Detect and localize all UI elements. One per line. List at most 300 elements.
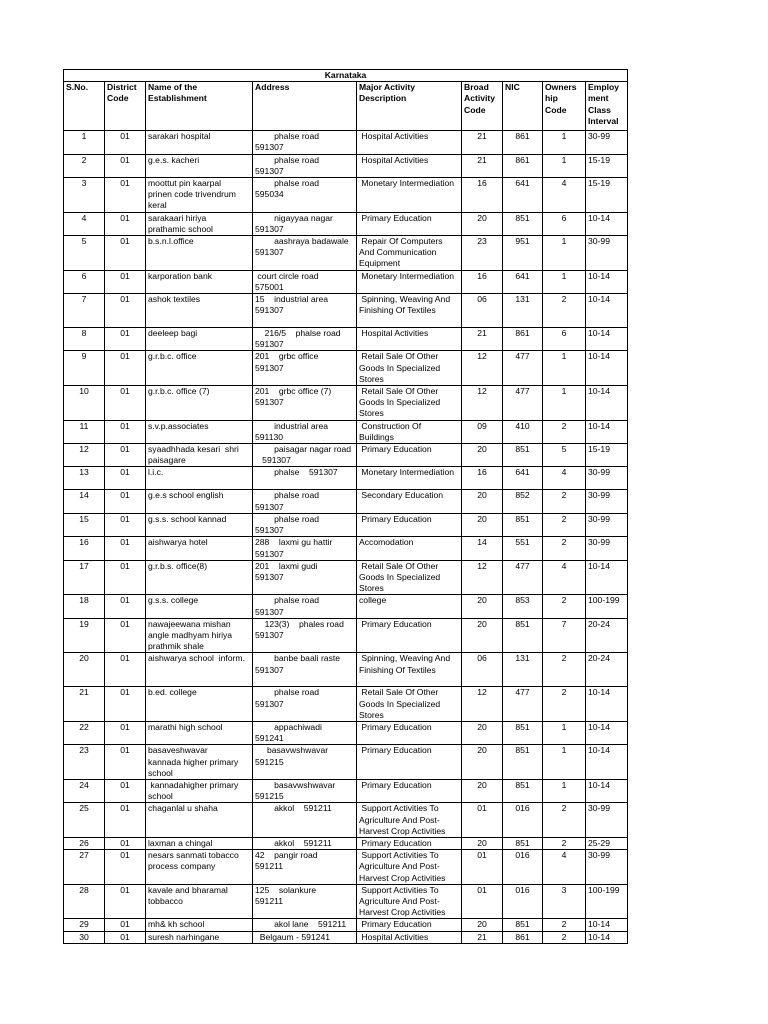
cell-establishment-name: karporation bank	[146, 270, 253, 293]
table-row	[64, 467, 628, 490]
cell-broad-activity-code: 20	[462, 444, 503, 467]
cell-sno: 25	[64, 803, 105, 838]
cell-sno: 24	[64, 779, 105, 802]
cell-establishment-name: b.s.n.l.office	[146, 236, 253, 271]
header-ownership-code: Owners hip Code	[543, 82, 586, 131]
cell-district-code: 01	[105, 328, 146, 351]
cell-sno: 4	[64, 212, 105, 235]
cell-nic: 861	[503, 131, 543, 154]
cell-district-code: 01	[105, 467, 146, 490]
table-row	[64, 687, 628, 722]
cell-ownership-code: 4	[543, 467, 586, 490]
cell-major-activity: Retail Sale Of Other Goods In Specialized Stores	[357, 351, 462, 386]
cell-broad-activity-code: 20	[462, 721, 503, 744]
title-row	[64, 70, 628, 82]
cell-sno: 15	[64, 513, 105, 536]
cell-establishment-name: b.ed. college	[146, 687, 253, 722]
cell-ownership-code: 1	[543, 131, 586, 154]
cell-major-activity: Primary Education	[357, 212, 462, 235]
cell-employment-class: 10-14	[586, 270, 628, 293]
cell-establishment-name: l.i.c.	[146, 467, 253, 490]
cell-nic: 016	[503, 850, 543, 885]
cell-major-activity: Primary Education	[357, 745, 462, 780]
cell-establishment-name: chaganlal u shaha	[146, 803, 253, 838]
cell-address: akol lane 591211	[253, 919, 357, 931]
cell-establishment-name: suresh narhingane	[146, 931, 253, 943]
cell-ownership-code: 2	[543, 490, 586, 513]
cell-sno: 27	[64, 850, 105, 885]
cell-address: 288 laxmi gu hattir 591307	[253, 537, 357, 560]
cell-ownership-code: 4	[543, 178, 586, 213]
cell-nic: 861	[503, 931, 543, 943]
cell-ownership-code: 7	[543, 618, 586, 653]
cell-broad-activity-code: 06	[462, 653, 503, 687]
cell-district-code: 01	[105, 351, 146, 386]
cell-employment-class: 30-99	[586, 236, 628, 271]
cell-sno: 10	[64, 386, 105, 421]
table-row	[64, 490, 628, 513]
cell-broad-activity-code: 16	[462, 270, 503, 293]
cell-broad-activity-code: 20	[462, 745, 503, 780]
cell-major-activity: Hospital Activities	[357, 931, 462, 943]
cell-establishment-name: mh& kh school	[146, 919, 253, 931]
cell-address: 123(3) phales road 591307	[253, 618, 357, 653]
cell-establishment-name: g.s.s. school kannad	[146, 513, 253, 536]
cell-major-activity: Hospital Activities	[357, 154, 462, 177]
cell-major-activity: Retail Sale Of Other Goods In Specialized Stores	[357, 386, 462, 421]
cell-employment-class: 15-19	[586, 178, 628, 213]
table-row	[64, 131, 628, 154]
cell-establishment-name: g.r.b.c. office (7)	[146, 386, 253, 421]
cell-nic: 851	[503, 618, 543, 653]
table-row	[64, 721, 628, 744]
cell-major-activity: Hospital Activities	[357, 328, 462, 351]
table-row	[64, 236, 628, 271]
cell-broad-activity-code: 21	[462, 328, 503, 351]
cell-ownership-code: 1	[543, 745, 586, 780]
cell-ownership-code: 2	[543, 837, 586, 849]
cell-nic: 861	[503, 328, 543, 351]
cell-ownership-code: 6	[543, 328, 586, 351]
cell-nic: 851	[503, 444, 543, 467]
cell-employment-class: 30-99	[586, 467, 628, 490]
cell-district-code: 01	[105, 537, 146, 560]
cell-nic: 951	[503, 236, 543, 271]
cell-broad-activity-code: 21	[462, 931, 503, 943]
cell-broad-activity-code: 20	[462, 513, 503, 536]
cell-establishment-name: g.e.s school english	[146, 490, 253, 513]
cell-establishment-name: g.s.s. college	[146, 595, 253, 618]
cell-address: akkol 591211	[253, 837, 357, 849]
cell-sno: 2	[64, 154, 105, 177]
table-row	[64, 178, 628, 213]
cell-district-code: 01	[105, 420, 146, 443]
cell-employment-class: 30-99	[586, 537, 628, 560]
table-row	[64, 351, 628, 386]
cell-establishment-name: sarakari hospital	[146, 131, 253, 154]
cell-nic: 641	[503, 467, 543, 490]
cell-district-code: 01	[105, 236, 146, 271]
cell-broad-activity-code: 20	[462, 919, 503, 931]
cell-district-code: 01	[105, 386, 146, 421]
cell-broad-activity-code: 01	[462, 803, 503, 838]
cell-employment-class: 10-14	[586, 560, 628, 595]
cell-broad-activity-code: 12	[462, 560, 503, 595]
cell-employment-class: 10-14	[586, 779, 628, 802]
header-row	[64, 82, 628, 131]
cell-employment-class: 15-19	[586, 444, 628, 467]
cell-major-activity: college	[357, 595, 462, 618]
cell-sno: 13	[64, 467, 105, 490]
cell-address: phalse road 591307	[253, 490, 357, 513]
table-row	[64, 919, 628, 931]
cell-sno: 5	[64, 236, 105, 271]
cell-nic: 477	[503, 560, 543, 595]
cell-major-activity: Primary Education	[357, 513, 462, 536]
cell-major-activity: Primary Education	[357, 919, 462, 931]
cell-sno: 26	[64, 837, 105, 849]
cell-ownership-code: 5	[543, 444, 586, 467]
cell-ownership-code: 4	[543, 850, 586, 885]
cell-employment-class: 30-99	[586, 803, 628, 838]
cell-broad-activity-code: 21	[462, 131, 503, 154]
cell-ownership-code: 6	[543, 212, 586, 235]
cell-major-activity: Spinning, Weaving And Finishing Of Textiles	[357, 294, 462, 328]
cell-address: 201 grbc office 591307	[253, 351, 357, 386]
cell-sno: 7	[64, 294, 105, 328]
cell-district-code: 01	[105, 884, 146, 919]
cell-employment-class: 20-24	[586, 618, 628, 653]
cell-employment-class: 10-14	[586, 687, 628, 722]
cell-major-activity: Retail Sale Of Other Goods In Specialized Stores	[357, 687, 462, 722]
cell-address: nigayyaa nagar 591307	[253, 212, 357, 235]
cell-address: 42 pangir road 591211	[253, 850, 357, 885]
cell-major-activity: Spinning, Weaving And Finishing Of Textiles	[357, 653, 462, 687]
cell-sno: 16	[64, 537, 105, 560]
cell-address: aashraya badawale 591307	[253, 236, 357, 271]
cell-broad-activity-code: 01	[462, 884, 503, 919]
table-row	[64, 294, 628, 328]
cell-nic: 641	[503, 270, 543, 293]
cell-ownership-code: 3	[543, 884, 586, 919]
cell-nic: 851	[503, 745, 543, 780]
cell-ownership-code: 2	[543, 420, 586, 443]
cell-broad-activity-code: 20	[462, 212, 503, 235]
cell-ownership-code: 2	[543, 513, 586, 536]
cell-district-code: 01	[105, 490, 146, 513]
cell-district-code: 01	[105, 931, 146, 943]
cell-address: basavwshwavar 591215	[253, 745, 357, 780]
cell-sno: 8	[64, 328, 105, 351]
cell-ownership-code: 2	[543, 803, 586, 838]
cell-ownership-code: 1	[543, 236, 586, 271]
cell-ownership-code: 1	[543, 721, 586, 744]
table-row	[64, 212, 628, 235]
cell-sno: 3	[64, 178, 105, 213]
cell-district-code: 01	[105, 154, 146, 177]
cell-address: phalse 591307	[253, 467, 357, 490]
cell-ownership-code: 1	[543, 779, 586, 802]
cell-ownership-code: 2	[543, 687, 586, 722]
cell-major-activity: Support Activities To Agriculture And Post- Harvest Crop Activities	[357, 884, 462, 919]
cell-broad-activity-code: 20	[462, 490, 503, 513]
table-row	[64, 837, 628, 849]
cell-district-code: 01	[105, 270, 146, 293]
cell-nic: 851	[503, 779, 543, 802]
cell-sno: 28	[64, 884, 105, 919]
cell-major-activity: Primary Education	[357, 837, 462, 849]
cell-establishment-name: ashok textiles	[146, 294, 253, 328]
cell-district-code: 01	[105, 687, 146, 722]
cell-broad-activity-code: 01	[462, 850, 503, 885]
cell-ownership-code: 1	[543, 351, 586, 386]
cell-nic: 016	[503, 803, 543, 838]
cell-nic: 477	[503, 351, 543, 386]
cell-major-activity: Monetary Intermediation	[357, 467, 462, 490]
cell-address: 125 solankure 591211	[253, 884, 357, 919]
cell-district-code: 01	[105, 212, 146, 235]
cell-broad-activity-code: 20	[462, 618, 503, 653]
cell-address: appachiwadi 591241	[253, 721, 357, 744]
cell-nic: 851	[503, 513, 543, 536]
cell-major-activity: Support Activities To Agriculture And Post- Harvest Crop Activities	[357, 803, 462, 838]
header-district-code: District Code	[105, 82, 146, 131]
cell-address: 201 laxmi gudi 591307	[253, 560, 357, 595]
cell-establishment-name: aishwarya hotel	[146, 537, 253, 560]
cell-ownership-code: 2	[543, 653, 586, 687]
cell-employment-class: 10-14	[586, 745, 628, 780]
cell-major-activity: Support Activities To Agriculture And Post- Harvest Crop Activities	[357, 850, 462, 885]
table-row	[64, 270, 628, 293]
cell-employment-class: 10-14	[586, 931, 628, 943]
cell-sno: 14	[64, 490, 105, 513]
cell-district-code: 01	[105, 178, 146, 213]
header-address: Address	[253, 82, 357, 131]
cell-employment-class: 10-14	[586, 919, 628, 931]
cell-major-activity: Primary Education	[357, 444, 462, 467]
cell-sno: 20	[64, 653, 105, 687]
cell-district-code: 01	[105, 618, 146, 653]
cell-broad-activity-code: 20	[462, 837, 503, 849]
cell-establishment-name: kannadahigher primary school	[146, 779, 253, 802]
cell-ownership-code: 2	[543, 537, 586, 560]
cell-district-code: 01	[105, 919, 146, 931]
cell-address: Belgaum - 591241	[253, 931, 357, 943]
cell-broad-activity-code: 20	[462, 595, 503, 618]
cell-district-code: 01	[105, 837, 146, 849]
header-broad-activity-code: Broad Activity Code	[462, 82, 503, 131]
cell-employment-class: 30-99	[586, 490, 628, 513]
cell-broad-activity-code: 21	[462, 154, 503, 177]
table-row	[64, 745, 628, 780]
cell-sno: 17	[64, 560, 105, 595]
cell-sno: 23	[64, 745, 105, 780]
cell-ownership-code: 4	[543, 560, 586, 595]
table-row	[64, 850, 628, 885]
cell-broad-activity-code: 23	[462, 236, 503, 271]
cell-broad-activity-code: 20	[462, 779, 503, 802]
table-row	[64, 931, 628, 943]
cell-establishment-name: kavale and bharamal tobbacco	[146, 884, 253, 919]
cell-address: phalse road 591307	[253, 687, 357, 722]
table-row	[64, 328, 628, 351]
header-establishment-name: Name of the Establishment	[146, 82, 253, 131]
cell-establishment-name: g.e.s. kacheri	[146, 154, 253, 177]
cell-ownership-code: 2	[543, 595, 586, 618]
establishments-table	[63, 69, 628, 944]
cell-district-code: 01	[105, 721, 146, 744]
cell-nic: 851	[503, 919, 543, 931]
cell-broad-activity-code: 06	[462, 294, 503, 328]
cell-address: banbe baali raste 591307	[253, 653, 357, 687]
cell-ownership-code: 1	[543, 270, 586, 293]
cell-district-code: 01	[105, 513, 146, 536]
cell-district-code: 01	[105, 803, 146, 838]
cell-employment-class: 10-14	[586, 212, 628, 235]
cell-address: 216/5 phalse road 591307	[253, 328, 357, 351]
cell-address: court circle road 575001	[253, 270, 357, 293]
cell-district-code: 01	[105, 294, 146, 328]
cell-nic: 852	[503, 490, 543, 513]
cell-employment-class: 10-14	[586, 420, 628, 443]
cell-district-code: 01	[105, 560, 146, 595]
cell-establishment-name: nesars sanmati tobacco process company	[146, 850, 253, 885]
cell-employment-class: 30-99	[586, 850, 628, 885]
cell-broad-activity-code: 12	[462, 351, 503, 386]
table-row	[64, 386, 628, 421]
cell-establishment-name: syaadhhada kesari shri paisagare	[146, 444, 253, 467]
table-row	[64, 513, 628, 536]
cell-broad-activity-code: 16	[462, 178, 503, 213]
cell-sno: 22	[64, 721, 105, 744]
header-employment-class: Employ ment Class Interval	[586, 82, 628, 131]
header-nic: NIC	[503, 82, 543, 131]
cell-nic: 477	[503, 687, 543, 722]
cell-district-code: 01	[105, 653, 146, 687]
cell-address: phalse road 591307	[253, 154, 357, 177]
cell-nic: 851	[503, 837, 543, 849]
cell-nic: 851	[503, 212, 543, 235]
cell-employment-class: 25-29	[586, 837, 628, 849]
cell-address: akkol 591211	[253, 803, 357, 838]
cell-employment-class: 10-14	[586, 721, 628, 744]
cell-sno: 30	[64, 931, 105, 943]
cell-address: phalse road 591307	[253, 513, 357, 536]
cell-major-activity: Retail Sale Of Other Goods In Specialized Stores	[357, 560, 462, 595]
cell-sno: 9	[64, 351, 105, 386]
header-major-activity: Major Activity Description	[357, 82, 462, 131]
cell-sno: 18	[64, 595, 105, 618]
table-row	[64, 444, 628, 467]
cell-district-code: 01	[105, 745, 146, 780]
cell-employment-class: 100-199	[586, 595, 628, 618]
cell-establishment-name: sarakaari hiriya prathamic school	[146, 212, 253, 235]
cell-major-activity: Hospital Activities	[357, 131, 462, 154]
cell-ownership-code: 1	[543, 386, 586, 421]
cell-establishment-name: marathi high school	[146, 721, 253, 744]
cell-major-activity: Secondary Education	[357, 490, 462, 513]
cell-major-activity: Monetary Intermediation	[357, 178, 462, 213]
cell-broad-activity-code: 09	[462, 420, 503, 443]
cell-nic: 477	[503, 386, 543, 421]
cell-sno: 6	[64, 270, 105, 293]
cell-ownership-code: 2	[543, 931, 586, 943]
table-row	[64, 803, 628, 838]
cell-nic: 131	[503, 294, 543, 328]
cell-establishment-name: moottut pin kaarpal prinen code trivendrum keral	[146, 178, 253, 213]
sheet-title: Karnataka	[64, 70, 628, 82]
cell-sno: 1	[64, 131, 105, 154]
cell-district-code: 01	[105, 444, 146, 467]
cell-employment-class: 30-99	[586, 131, 628, 154]
cell-broad-activity-code: 12	[462, 687, 503, 722]
cell-employment-class: 10-14	[586, 386, 628, 421]
cell-nic: 853	[503, 595, 543, 618]
table-row	[64, 618, 628, 653]
cell-address: phalse road 595034	[253, 178, 357, 213]
cell-address: industrial area 591130	[253, 420, 357, 443]
cell-address: 201 grbc office (7) 591307	[253, 386, 357, 421]
cell-address: paisagar nagar road 591307	[253, 444, 357, 467]
cell-sno: 12	[64, 444, 105, 467]
cell-major-activity: Primary Education	[357, 721, 462, 744]
cell-nic: 016	[503, 884, 543, 919]
cell-nic: 851	[503, 721, 543, 744]
cell-broad-activity-code: 16	[462, 467, 503, 490]
table-row	[64, 653, 628, 687]
cell-employment-class: 10-14	[586, 351, 628, 386]
cell-broad-activity-code: 14	[462, 537, 503, 560]
cell-nic: 131	[503, 653, 543, 687]
cell-establishment-name: g.r.b.s. office(8)	[146, 560, 253, 595]
header-sno: S.No.	[64, 82, 105, 131]
cell-address: 15 industrial area 591307	[253, 294, 357, 328]
cell-district-code: 01	[105, 779, 146, 802]
cell-ownership-code: 2	[543, 294, 586, 328]
cell-ownership-code: 1	[543, 154, 586, 177]
cell-district-code: 01	[105, 131, 146, 154]
cell-district-code: 01	[105, 595, 146, 618]
cell-sno: 19	[64, 618, 105, 653]
cell-address: basavwshwavar 591215	[253, 779, 357, 802]
cell-address: phalse road 591307	[253, 131, 357, 154]
table-row	[64, 779, 628, 802]
cell-employment-class: 100-199	[586, 884, 628, 919]
cell-sno: 21	[64, 687, 105, 722]
cell-employment-class: 10-14	[586, 328, 628, 351]
cell-major-activity: Monetary Intermediation	[357, 270, 462, 293]
cell-ownership-code: 2	[543, 919, 586, 931]
cell-nic: 641	[503, 178, 543, 213]
cell-major-activity: Primary Education	[357, 779, 462, 802]
cell-employment-class: 10-14	[586, 294, 628, 328]
cell-major-activity: Accomodation	[357, 537, 462, 560]
cell-nic: 410	[503, 420, 543, 443]
table-row	[64, 595, 628, 618]
table-row	[64, 884, 628, 919]
cell-nic: 551	[503, 537, 543, 560]
cell-employment-class: 30-99	[586, 513, 628, 536]
cell-employment-class: 20-24	[586, 653, 628, 687]
cell-establishment-name: deeleep bagi	[146, 328, 253, 351]
cell-establishment-name: nawajeewana mishan angle madhyam hiriya prathmik shale	[146, 618, 253, 653]
cell-sno: 11	[64, 420, 105, 443]
table-row	[64, 537, 628, 560]
cell-establishment-name: aishwarya school inform.	[146, 653, 253, 687]
cell-establishment-name: basaveshwavar kannada higher primary school	[146, 745, 253, 780]
cell-district-code: 01	[105, 850, 146, 885]
cell-sno: 29	[64, 919, 105, 931]
